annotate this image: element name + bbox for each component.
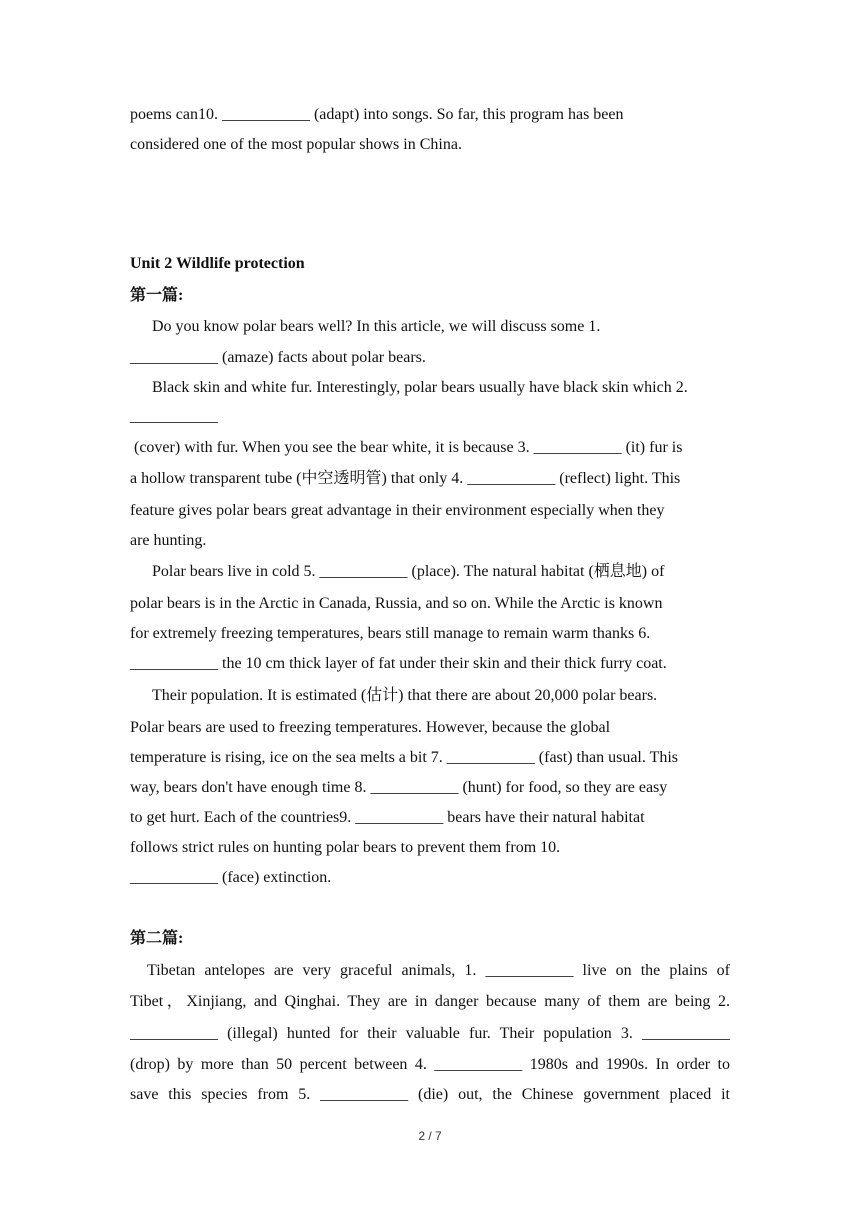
passage2-line: Tibetan antelopes are very graceful animals, 1. ___________ live on the plains of xyxy=(147,962,730,979)
passage1-line: Polar bears live in cold 5. ___________ (place). The natural habitat (栖息地) of xyxy=(152,563,665,580)
passage1-line: are hunting. xyxy=(130,532,207,549)
passage1-line: ___________ (face) extinction. xyxy=(130,869,332,886)
page-number: 2 / 7 xyxy=(418,1129,442,1143)
passage1-line: temperature is rising, ice on the sea melts a bit 7. ___________ (fast) than usual. This xyxy=(130,749,679,766)
passage1-line: Their population. It is estimated (估计) that there are about 20,000 polar bears. xyxy=(152,687,658,704)
passage2-line: save this species from 5. ___________ (die) out, the Chinese government placed it xyxy=(130,1086,730,1103)
passage1-line: Black skin and white fur. Interestingly, polar bears usually have black skin which 2. xyxy=(152,379,688,396)
unit-title: Unit 2 Wildlife protection xyxy=(130,255,305,272)
passage1-heading: 第一篇: xyxy=(130,287,184,304)
passage1-line: to get hurt. Each of the countries9. ___________ bears have their natural habitat xyxy=(130,809,645,826)
passage1-line: way, bears don't have enough time 8. ___________ (hunt) for food, so they are easy xyxy=(130,779,668,796)
passage1-line: feature gives polar bears great advantage in their environment especially when they xyxy=(130,502,665,519)
passage1-line: for extremely freezing temperatures, bears still manage to remain warm thanks 6. xyxy=(130,625,651,642)
carryover-line-2: considered one of the most popular shows in China. xyxy=(130,136,462,153)
passage1-line: polar bears is in the Arctic in Canada, Russia, and so on. While the Arctic is known xyxy=(130,595,663,612)
passage2-line: ___________ (illegal) hunted for their valuable fur. Their population 3. ___________ xyxy=(130,1025,730,1042)
passage2-line: Tibet，Xinjiang, and Qinghai. They are in danger because many of them are being 2. xyxy=(130,993,730,1010)
passage2-line: (drop) by more than 50 percent between 4. ___________ 1980s and 1990s. In order to xyxy=(130,1056,730,1073)
passage1-line: a hollow transparent tube (中空透明管) that only 4. ___________ (reflect) light. This xyxy=(130,470,681,487)
passage1-line: Do you know polar bears well? In this article, we will discuss some 1. xyxy=(152,318,601,335)
passage1-line: (cover) with fur. When you see the bear white, it is because 3. ___________ (it) fur is xyxy=(130,439,683,456)
passage1-line: Polar bears are used to freezing temperatures. However, because the global xyxy=(130,719,611,736)
carryover-line-1: poems can10. ___________ (adapt) into songs. So far, this program has been xyxy=(130,106,624,123)
passage1-line: ___________ (amaze) facts about polar bears. xyxy=(130,349,426,366)
passage1-line: ___________ the 10 cm thick layer of fat under their skin and their thick furry coat. xyxy=(130,655,667,672)
passage1-line: follows strict rules on hunting polar bears to prevent them from 10. xyxy=(130,839,561,856)
passage2-heading: 第二篇: xyxy=(130,930,184,947)
passage1-line: ___________ xyxy=(130,408,218,425)
